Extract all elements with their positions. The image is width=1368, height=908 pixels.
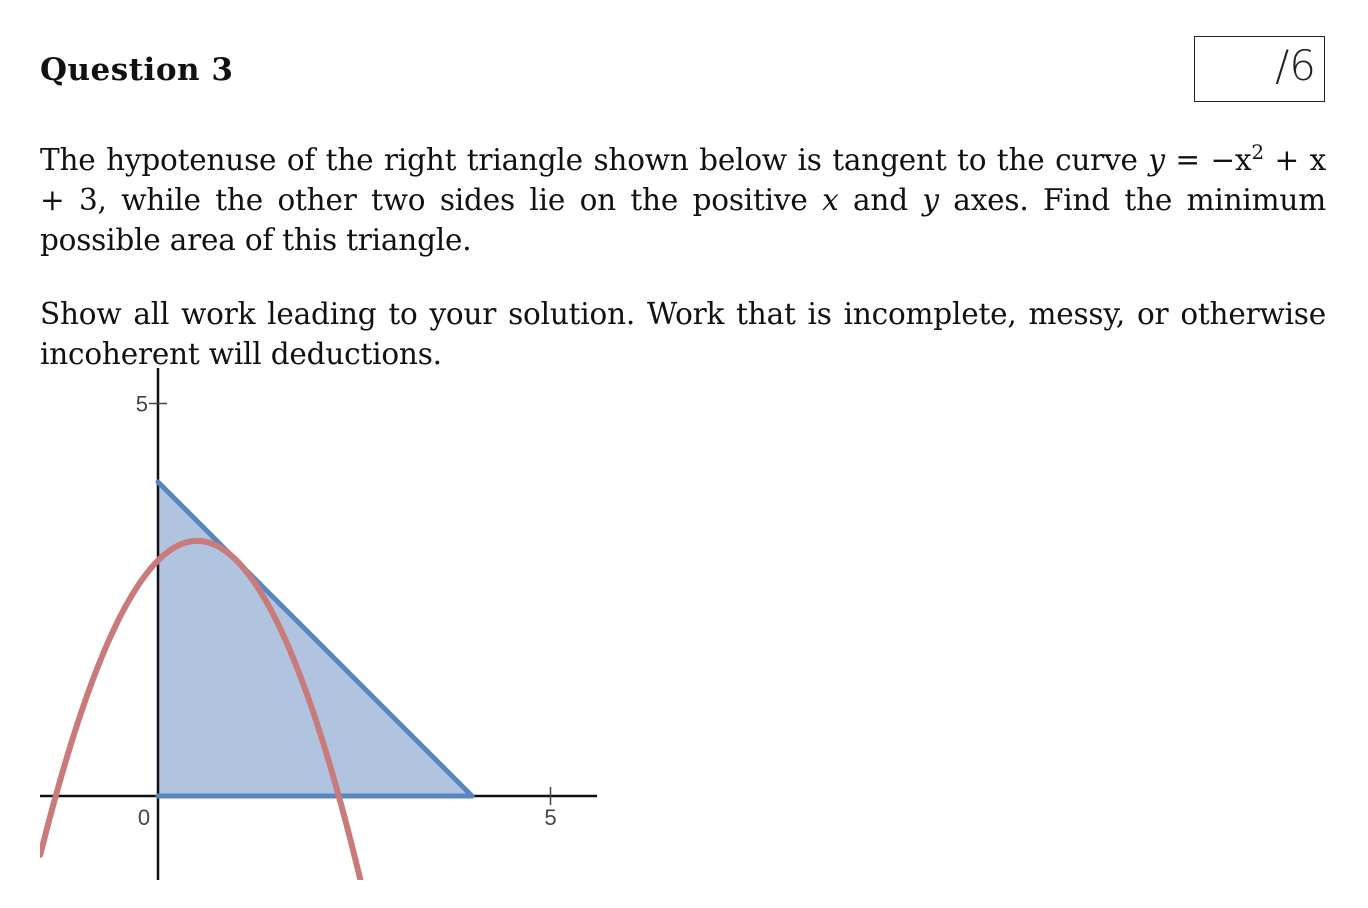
math-exponent: 2	[1251, 140, 1264, 164]
math-y: y	[1148, 142, 1165, 177]
math-y-axis: y	[922, 182, 939, 217]
x-tick-label: 5	[544, 805, 557, 830]
parabola-curve	[40, 541, 590, 908]
instructions: Show all work leading to your solution. Work that is incomplete, messy, or otherwise incoherent will deductions.	[40, 297, 1326, 371]
math-eq-tail: + x + 3,	[40, 142, 1327, 217]
x-tick-label: 0	[137, 805, 151, 830]
problem-text-3: axes. Find the minimum possible area of this triangle.	[40, 182, 1327, 257]
math-x: x	[822, 182, 839, 217]
problem-text-and: and	[838, 182, 923, 217]
math-eq: = −x	[1164, 142, 1252, 177]
problem-text-1: The hypotenuse of the right triangle shown below is tangent to the curve	[40, 142, 1149, 177]
question-title: Question 3	[40, 52, 234, 88]
problem-text-2: while the other two sides lie on the positive	[106, 182, 823, 217]
y-tick-label: 5	[135, 391, 148, 417]
score-total: /6	[1275, 41, 1316, 90]
